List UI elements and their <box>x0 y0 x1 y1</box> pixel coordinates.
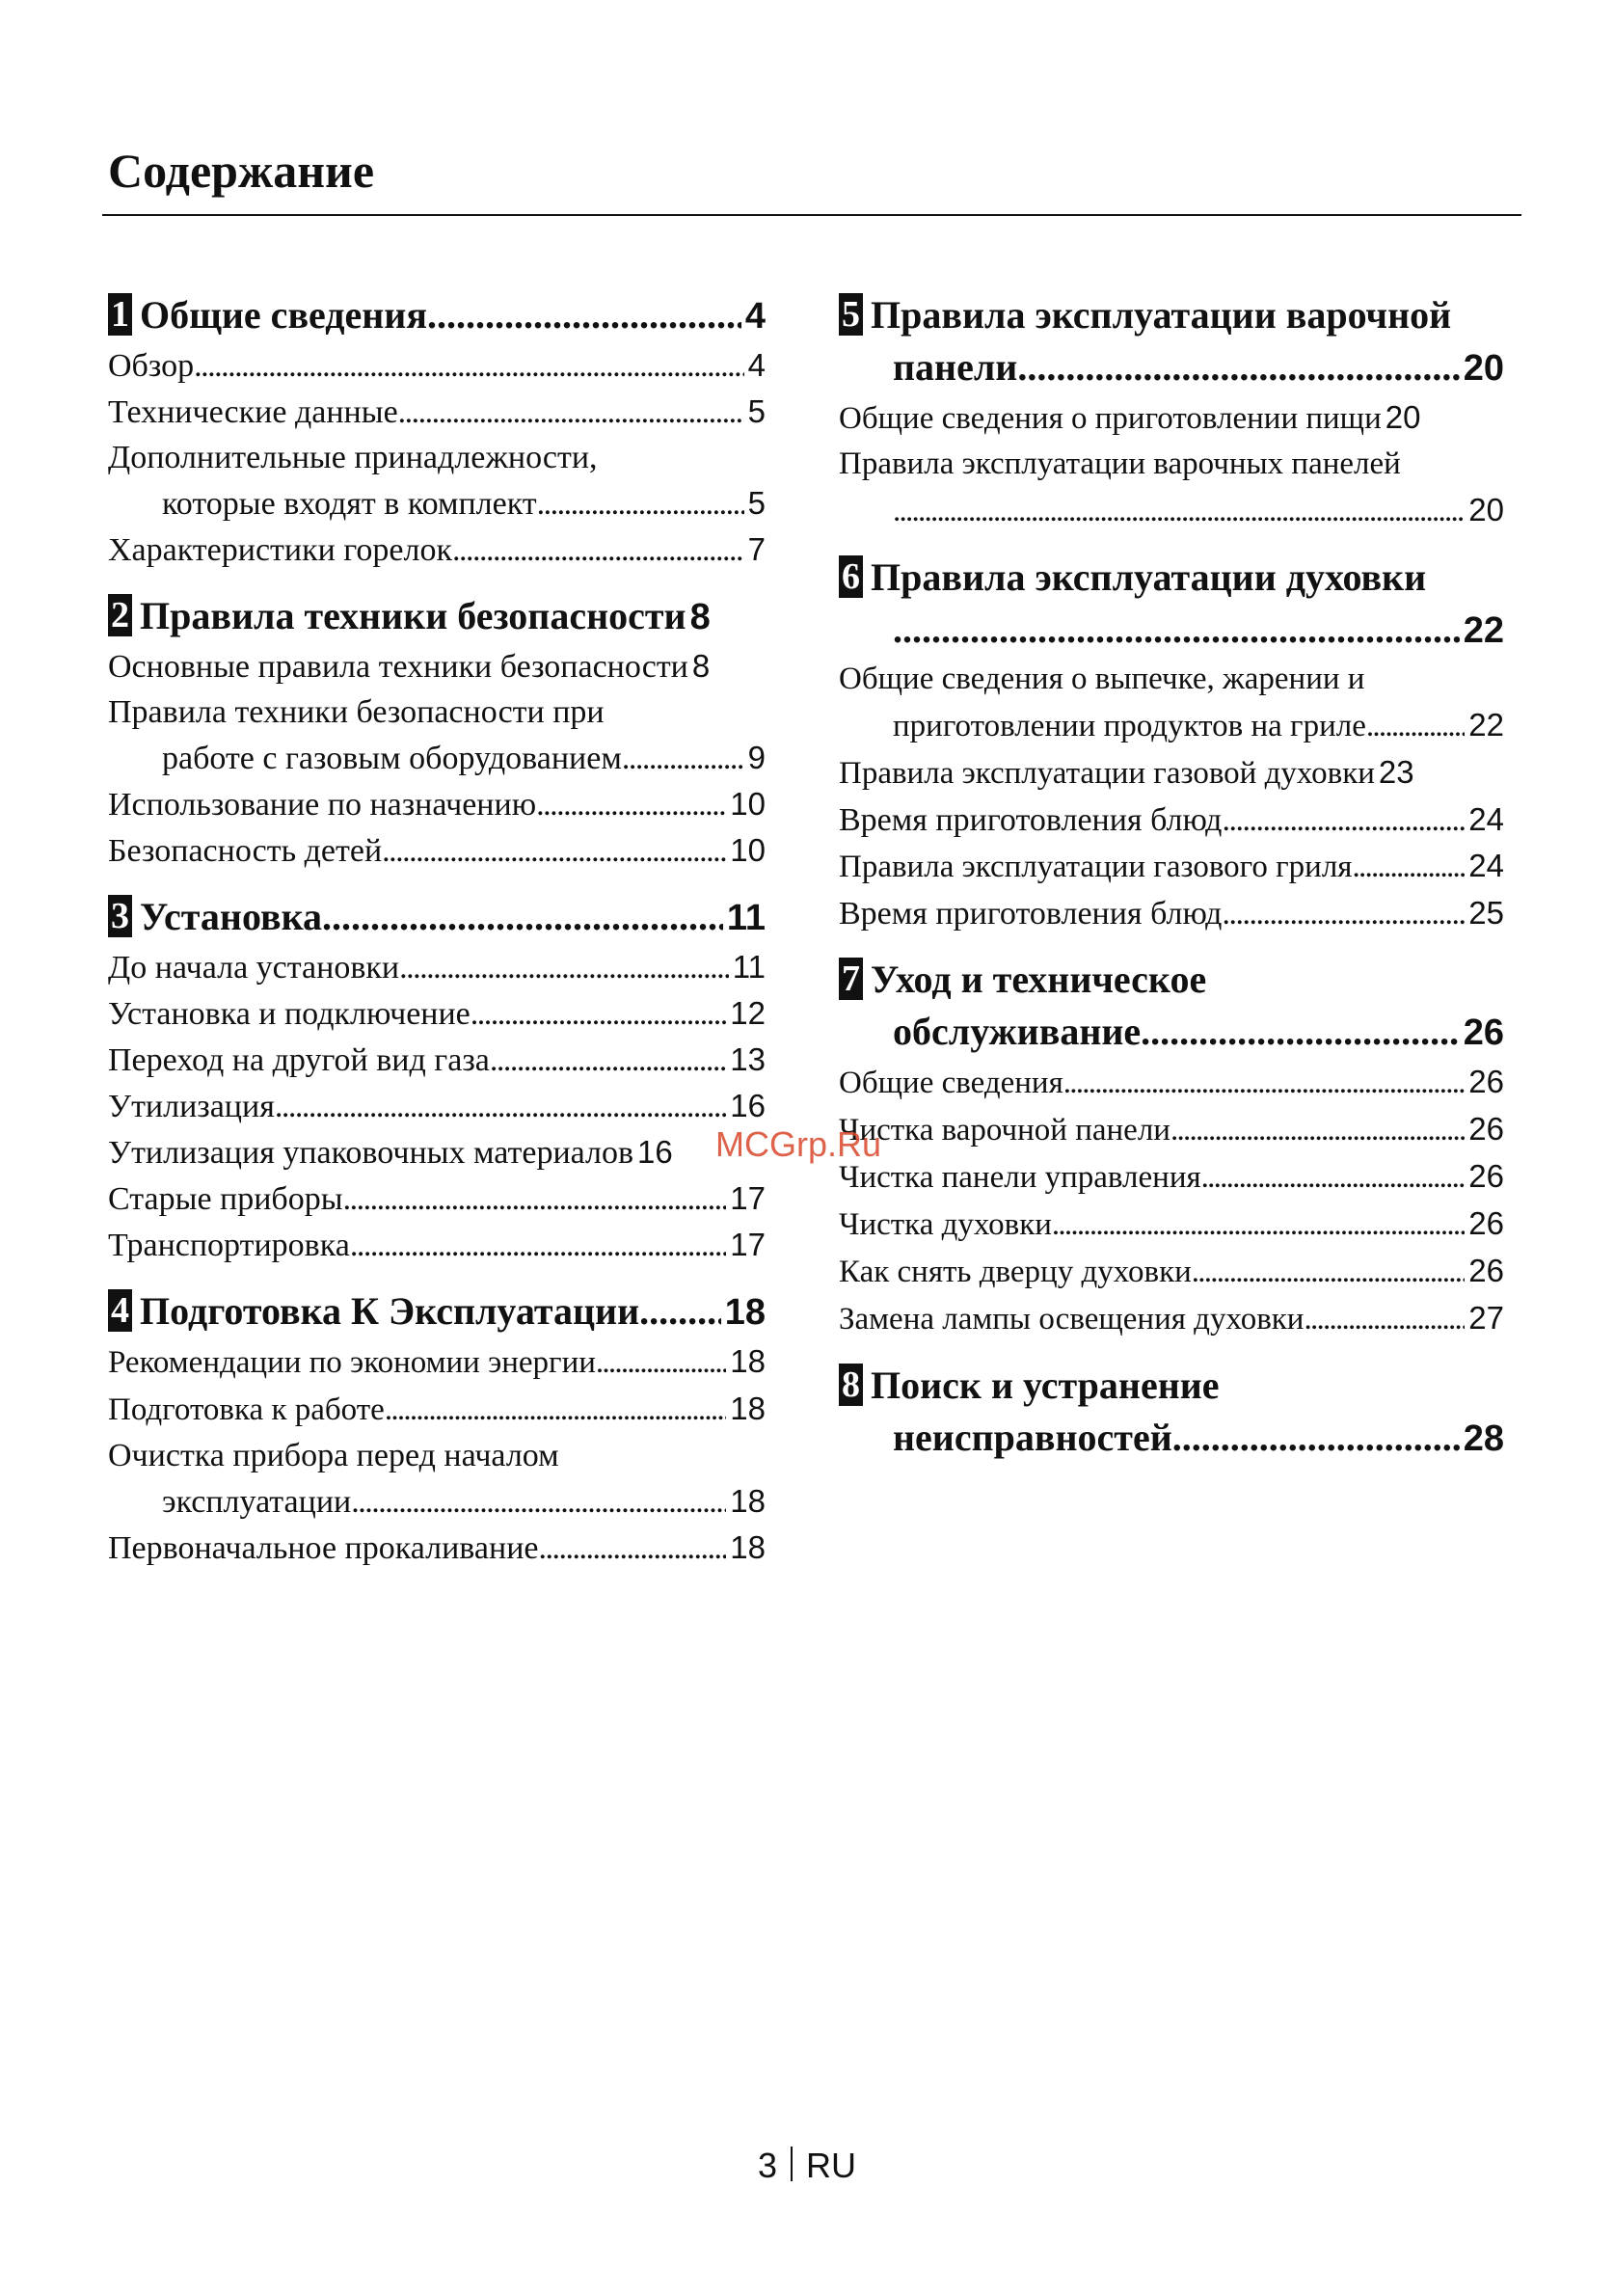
entry-page-number: 18 <box>730 1391 766 1426</box>
toc-entry[interactable] <box>108 1037 766 1083</box>
dot-leader <box>322 891 723 943</box>
section-page-number: 4 <box>744 296 766 337</box>
entry-title: Правила эксплуатации варочных панелей <box>839 446 1401 481</box>
section-title: Уход и техническое <box>871 958 1207 1001</box>
toc-entry[interactable] <box>108 990 766 1037</box>
dot-leader <box>452 527 744 573</box>
dot-leader <box>1141 1006 1460 1058</box>
watermark: MCGrp.Ru <box>715 1124 882 1164</box>
dot-leader <box>398 390 744 435</box>
section-title-continued: неисправностей <box>893 1416 1172 1459</box>
page-number: 3 <box>758 2146 778 2185</box>
dot-leader <box>537 481 744 527</box>
toc-entry[interactable] <box>839 843 1504 890</box>
dot-leader <box>1201 1155 1466 1201</box>
dot-leader <box>622 736 744 781</box>
section-page-number: 26 <box>1463 1013 1504 1053</box>
dot-leader <box>350 1223 726 1268</box>
dot-leader <box>1352 845 1465 890</box>
entry-title: Технические данные <box>108 394 398 430</box>
section-number-badge: 1 <box>108 293 132 336</box>
entry-title: До начала установки <box>108 950 400 986</box>
toc-entry[interactable] <box>108 827 766 874</box>
entry-page-number: 11 <box>732 949 766 985</box>
entry-page-number: 13 <box>730 1041 766 1077</box>
entry-title: Обзор <box>108 348 195 384</box>
section-title-continued: панели <box>893 345 1018 389</box>
toc-entry[interactable] <box>108 781 766 827</box>
toc-section-4 <box>108 1285 766 1571</box>
toc-section-heading-continued[interactable] <box>839 604 1504 657</box>
toc-entry[interactable] <box>108 689 766 781</box>
toc-section-heading[interactable] <box>839 289 1504 341</box>
section-page-number: 20 <box>1463 348 1504 389</box>
language-code: RU <box>806 2146 857 2185</box>
entry-page-number: 7 <box>747 531 766 567</box>
section-number-badge: 2 <box>108 594 132 636</box>
dot-leader <box>382 828 726 874</box>
entry-title: Правила эксплуатации газовой духовки <box>839 756 1375 791</box>
entry-title: Чистка панели управления <box>839 1160 1201 1195</box>
dot-leader <box>639 1285 721 1337</box>
section-number-badge: 3 <box>108 895 132 937</box>
entry-title: Основные правила техники безопасности <box>108 649 688 685</box>
toc-entry[interactable] <box>839 890 1504 936</box>
toc-section-3 <box>108 891 766 1268</box>
entry-title: Очистка прибора перед началом <box>108 1438 559 1473</box>
toc-entry[interactable] <box>108 643 766 689</box>
toc-entry[interactable] <box>108 435 766 527</box>
toc-entry[interactable] <box>839 1248 1504 1295</box>
toc-entry[interactable] <box>108 1525 766 1571</box>
entry-title: Первоначальное прокаливание <box>108 1530 539 1566</box>
section-title-continued: обслуживание <box>893 1010 1142 1053</box>
section-page-number: 18 <box>724 1292 766 1333</box>
toc-entry[interactable] <box>108 342 766 389</box>
entry-title: Старые приборы <box>108 1181 343 1217</box>
dot-leader <box>490 1038 726 1083</box>
dot-leader <box>343 1176 727 1222</box>
entry-page-number: 20 <box>1385 399 1421 435</box>
dot-leader <box>1063 1061 1466 1106</box>
toc-entry[interactable] <box>839 749 1504 797</box>
toc-section-heading[interactable] <box>108 1285 766 1338</box>
entry-title-continued: работе с газовым оборудованием <box>162 741 622 776</box>
entry-title: Время приготовления блюд <box>839 896 1223 932</box>
entry-page-number: 26 <box>1468 1205 1504 1241</box>
toc-entry[interactable] <box>108 944 766 990</box>
entry-page-number: 9 <box>747 740 766 775</box>
section-page-number: 28 <box>1463 1418 1504 1459</box>
entry-title: Чистка духовки <box>839 1207 1052 1242</box>
toc-entry[interactable] <box>839 394 1504 442</box>
entry-page-number: 5 <box>747 485 766 521</box>
toc-section-heading[interactable] <box>839 1360 1504 1412</box>
section-page-number: 11 <box>726 898 766 938</box>
section-title: Поиск и устранение <box>871 1364 1220 1407</box>
entry-title: Утилизация упаковочных материалов <box>108 1135 634 1171</box>
section-title: Установка <box>140 895 323 938</box>
section-page-number: 22 <box>1463 610 1504 651</box>
toc-entry[interactable] <box>839 1295 1504 1342</box>
entry-title: Общие сведения о приготовлении пищи <box>839 401 1382 436</box>
dot-leader <box>1017 341 1459 393</box>
entry-title: Установка и подключение <box>108 996 471 1032</box>
dot-leader <box>427 289 741 341</box>
entry-page-number: 24 <box>1468 801 1504 837</box>
dot-leader <box>275 1084 726 1129</box>
entry-page-number: 16 <box>730 1088 766 1123</box>
toc-section-5 <box>839 289 1504 534</box>
toc-entry[interactable] <box>108 527 766 573</box>
footer-separator <box>791 2147 793 2181</box>
toc-section-heading[interactable] <box>108 289 766 342</box>
entry-title: Переход на другой вид газа <box>108 1042 490 1078</box>
toc-section-heading-continued[interactable] <box>839 1006 1504 1059</box>
dot-leader <box>596 1340 726 1386</box>
dot-leader <box>471 991 727 1037</box>
entry-page-number: 16 <box>637 1134 673 1170</box>
section-title: Правила эксплуатации варочной <box>871 293 1452 337</box>
entry-page-number: 10 <box>730 832 766 868</box>
entry-title: Транспортировка <box>108 1228 350 1263</box>
entry-title: Время приготовления блюд <box>839 802 1223 838</box>
entry-title-continued: которые входят в комплект <box>162 486 537 522</box>
toc-section-7 <box>839 954 1504 1342</box>
entry-title: Рекомендации по экономии энергии <box>108 1345 596 1380</box>
toc-section-heading[interactable] <box>108 891 766 944</box>
entry-page-number: 4 <box>747 347 766 383</box>
entry-title: Безопасность детей <box>108 833 383 869</box>
dot-leader <box>1222 797 1465 843</box>
entry-title-continued: приготовлении продуктов на гриле <box>893 709 1366 743</box>
dot-leader <box>538 1526 726 1571</box>
dot-leader <box>1170 1108 1465 1153</box>
toc-entry[interactable] <box>839 1153 1504 1201</box>
dot-leader <box>1222 891 1465 936</box>
entry-page-number: 22 <box>1468 707 1504 743</box>
entry-page-number: 8 <box>691 648 711 684</box>
entry-title: Как снять дверцу духовки <box>839 1255 1192 1289</box>
entry-title: Характеристики горелок <box>108 532 452 568</box>
entry-page-number: 17 <box>730 1180 766 1216</box>
entry-page-number: 18 <box>730 1529 766 1565</box>
section-title: Подготовка К Эксплуатации <box>140 1289 640 1333</box>
entry-title: Утилизация <box>108 1089 275 1124</box>
entry-title: Дополнительные принадлежности, <box>108 440 598 475</box>
dot-leader <box>385 1388 726 1433</box>
toc-entry[interactable] <box>108 1433 766 1525</box>
title-divider <box>102 214 1521 216</box>
section-number-badge: 7 <box>839 958 863 1000</box>
dot-leader <box>399 945 729 990</box>
entry-page-number: 12 <box>730 995 766 1031</box>
section-number-badge: 4 <box>108 1289 132 1332</box>
dot-leader <box>893 489 1465 534</box>
toc-entry[interactable] <box>839 657 1504 749</box>
dot-leader <box>1052 1202 1465 1248</box>
entry-page-number: 25 <box>1468 895 1504 931</box>
entry-title: Использование по назначению <box>108 787 537 823</box>
entry-page-number: 17 <box>730 1227 766 1262</box>
toc-entry[interactable] <box>839 1059 1504 1106</box>
section-number-badge: 8 <box>839 1364 863 1406</box>
entry-page-number: 10 <box>730 786 766 822</box>
entry-page-number: 5 <box>747 393 766 429</box>
page-title: Содержание <box>108 144 375 198</box>
section-title: Правила эксплуатации духовки <box>871 555 1427 599</box>
dot-leader <box>351 1479 726 1525</box>
entry-title: Замена лампы освещения духовки <box>839 1302 1305 1337</box>
toc-entry[interactable] <box>108 1222 766 1268</box>
entry-title: Правила эксплуатации газового гриля <box>839 850 1353 884</box>
entry-page-number: 26 <box>1468 1111 1504 1147</box>
toc-entry[interactable] <box>108 389 766 435</box>
section-number-badge: 6 <box>839 555 863 598</box>
toc-section-heading[interactable] <box>108 590 766 643</box>
section-title: Общие сведения <box>140 293 427 337</box>
toc-section-heading-continued[interactable] <box>839 1412 1504 1465</box>
toc-entry[interactable] <box>839 1106 1504 1153</box>
entry-page-number: 26 <box>1468 1158 1504 1194</box>
dot-leader <box>1192 1250 1466 1295</box>
dot-leader <box>1366 704 1465 749</box>
entry-title: Общие сведения <box>839 1066 1063 1100</box>
toc-section-heading[interactable] <box>839 954 1504 1006</box>
dot-leader <box>1304 1297 1465 1342</box>
page-footer <box>758 2147 856 2183</box>
entry-page-number: 26 <box>1468 1064 1504 1099</box>
section-number-badge: 5 <box>839 293 863 336</box>
toc-entry[interactable] <box>108 1083 766 1129</box>
dot-leader <box>893 604 1460 656</box>
toc-entry[interactable] <box>108 1129 766 1175</box>
toc-column-left <box>108 289 766 1588</box>
toc-section-1 <box>108 289 766 573</box>
toc-column-right <box>839 289 1504 1482</box>
section-title: Правила техники безопасности <box>140 594 686 637</box>
entry-page-number: 18 <box>730 1343 766 1379</box>
toc-section-8 <box>839 1360 1504 1465</box>
entry-page-number: 20 <box>1468 492 1504 527</box>
toc-entry[interactable] <box>839 442 1504 534</box>
toc-section-heading[interactable] <box>839 552 1504 604</box>
entry-page-number: 27 <box>1468 1300 1504 1336</box>
toc-entry[interactable] <box>108 1175 766 1222</box>
toc-entry[interactable] <box>108 1386 766 1433</box>
dot-leader <box>194 343 744 389</box>
toc-entry[interactable] <box>839 1201 1504 1248</box>
toc-section-6 <box>839 552 1504 936</box>
entry-page-number: 23 <box>1378 754 1414 790</box>
toc-section-2 <box>108 590 766 874</box>
entry-title: Чистка варочной панели <box>839 1113 1170 1148</box>
section-page-number: 8 <box>689 597 711 637</box>
entry-page-number: 24 <box>1468 848 1504 883</box>
toc-section-heading-continued[interactable] <box>839 341 1504 394</box>
dot-leader <box>536 782 726 827</box>
entry-title: Общие сведения о выпечке, жарении и <box>839 662 1365 696</box>
entry-title: Правила техники безопасности при <box>108 694 605 730</box>
entry-page-number: 26 <box>1468 1253 1504 1288</box>
entry-title-continued: эксплуатации <box>162 1484 352 1520</box>
dot-leader <box>1172 1412 1460 1464</box>
toc-entry[interactable] <box>108 1338 766 1386</box>
entry-title: Подготовка к работе <box>108 1392 385 1427</box>
entry-page-number: 18 <box>730 1483 766 1519</box>
toc-entry[interactable] <box>839 797 1504 843</box>
